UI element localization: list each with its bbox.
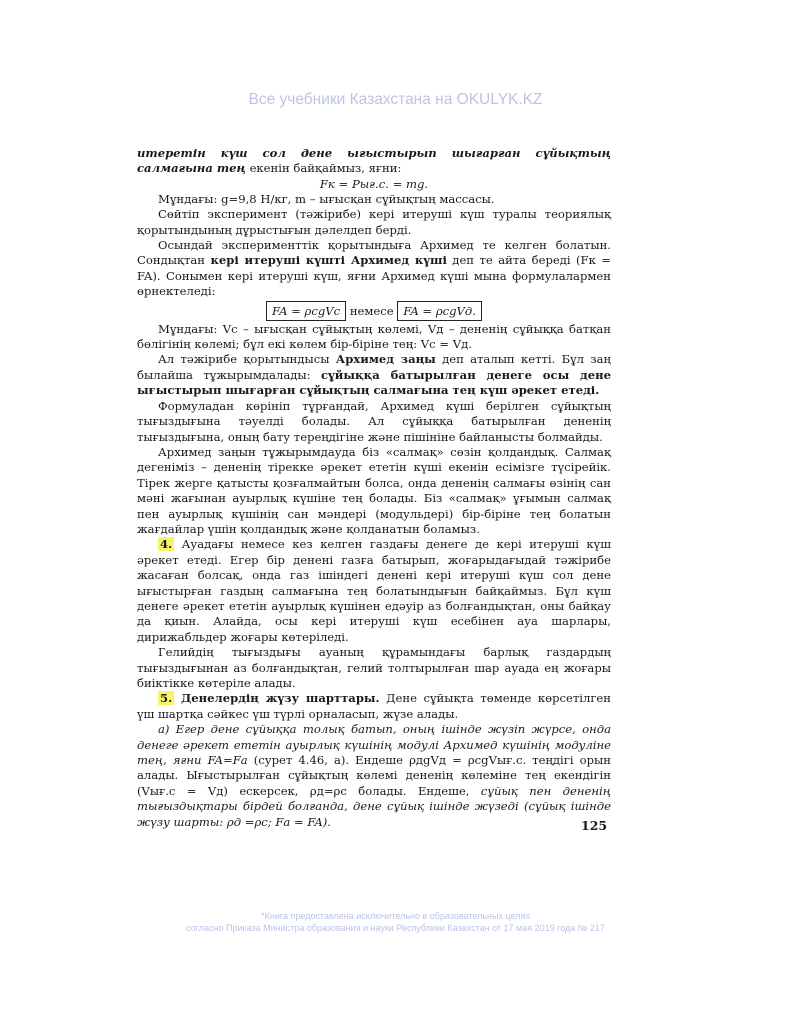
paragraph-8: 4. Ауадағы немесе кез келген газдағы денеге де кері итеруші күш әрекет етеді. Егер бір денені газға батырып, жоғарыдағыдай тәжірибе жасаған болсақ, онда газ ішіндегі денені кері итеруші күш сол дене ығыстырған газдың салмағына тең болатындығын байқаймыз. Бұл күш денеге әрекет ететін ауырлық күшінен едәуір аз болғандықтан, оны байқау да қиын. Алайда, осы кері итеруші күш есебінен ауа шарлары, дирижабльдер жоғары көтеріледі. [137, 537, 611, 644]
paragraph-0: итеретін күш сол дене ығыстырып шығарған сұйықтың салмағына тең екенін байқаймыз, яғни: [137, 146, 611, 176]
section-number-5: 5. [160, 691, 173, 706]
watermark-bottom-line-1: *Книга предоставлена исключительно в образовательных целях [261, 911, 530, 921]
paragraph-2: Сөйтіп эксперимент (тәжірибе) кері итеруші күш туралы теориялық қорытындының дұрыстығын дәлелдеп берді. [137, 207, 611, 237]
paragraph-6: Формуладан көрініп тұрғандай, Архимед күші берілген сұйықтың тығыздығына тәуелді болады. Ал сұйыққа батырылған дененің тығыздығына, оның бату тереңдігіне және пішініне байланысты болмайды. [137, 398, 611, 444]
formula-box-1: FA = ρсgVс [266, 301, 346, 321]
paragraph-5: Ал тәжірибе қорытындысы Архимед заңы деп аталып кетті. Бұл заң былайша тұжырымдалады: сұйыққа батырылған денеге осы дене ығыстырып шығарған сұйықтың салмағына тең күш әрекет етеді. [137, 352, 611, 398]
formula-box-2: FA = ρсgVд. [397, 301, 482, 321]
paragraph-4: Мұндағы: Vс – ығысқан сұйықтың көлемі, Vд – дененің сұйыққа батқан бөлігінің көлемі; бұл екі көлем бір-біріне тең: Vс = Vд. [137, 321, 611, 352]
paragraph-11: а) Егер дене сұйыққа толық батып, оның ішінде жүзіп жүрсе, онда денеге әрекет ететін ауырлық күшінің модулі Архимед күшінің модуліне тең, яғни FA=Fа (сурет 4.46, а). Ендеше ρдgVд = ρсgVығ.с. теңдігі орын алады. Ығыстырылған сұйықтың көлемі дененің көлеміне тең екендігін (Vығ.с = Vд) ескерсек, ρд=ρс болады. Ендеше, сұйық пен дененің тығыздықтары бірдей болғанда, дене сұйық ішінде жүзеді (сұйық ішінде жүзу шарты: ρд =ρс; Fа = FA). [137, 722, 611, 829]
page-body [137, 146, 611, 830]
paragraph-1: Мұндағы: g=9,8 Н/кг, m – ығысқан сұйықтың массасы. [158, 191, 495, 206]
section-number-4: 4. [160, 537, 173, 552]
page-number: 125 [581, 818, 608, 833]
formula-archimedes [137, 301, 611, 321]
watermark-bottom-line-2: согласно Приказа Министра образования и науки Республики Казахстан от 17 мая 2019 года № 217 [186, 923, 605, 933]
paragraph-10: 5. Денелердің жүзу шарттары. Дене сұйықта төменде көрсетілген үш шартқа сәйкес үш түрлі орналасып, жүзе алады. [137, 691, 611, 721]
formula-weight: Fк = Pығ.с. = mg. [319, 176, 429, 191]
paragraph-7: Архимед заңын тұжырымдауда біз «салмақ» сөзін қолдандық. Салмақ дегеніміз – дененің тірекке әрекет ететін күші екенін есімізге түсірейік. Тірек жерге қатысты қозғалмайтын болса, онда дененің салмағы өзінің сан мәні жағынан ауырлық күшіне тең болады. Біз «салмақ» ұғымын салмақ пен ауырлық күшінің сан мәндері (модульдері) бір-біріне тең болатын жағдайлар үшін қолдандық және қолданатын боламыз. [137, 444, 611, 536]
paragraph-3: Осындай эксперименттік қорытындыға Архимед те келген болатын. Сондықтан кері итеруші күшті Архимед күші деп те айта береді (Fк = FA). Сонымен кері итеруші күш, яғни Архимед күші мына формулалармен өрнектеледі: [137, 238, 612, 299]
formula-connector: немесе [349, 303, 394, 318]
paragraph-9: Гелийдің тығыздығы ауаның құрамындағы барлық газдардың тығыздығынан аз болғандықтан, гелий толтырылған шар ауада ең жоғары биіктікке көтеріле алады. [137, 645, 611, 690]
watermark-top: Все учебники Казахстана на OKULYK.KZ [248, 91, 543, 108]
